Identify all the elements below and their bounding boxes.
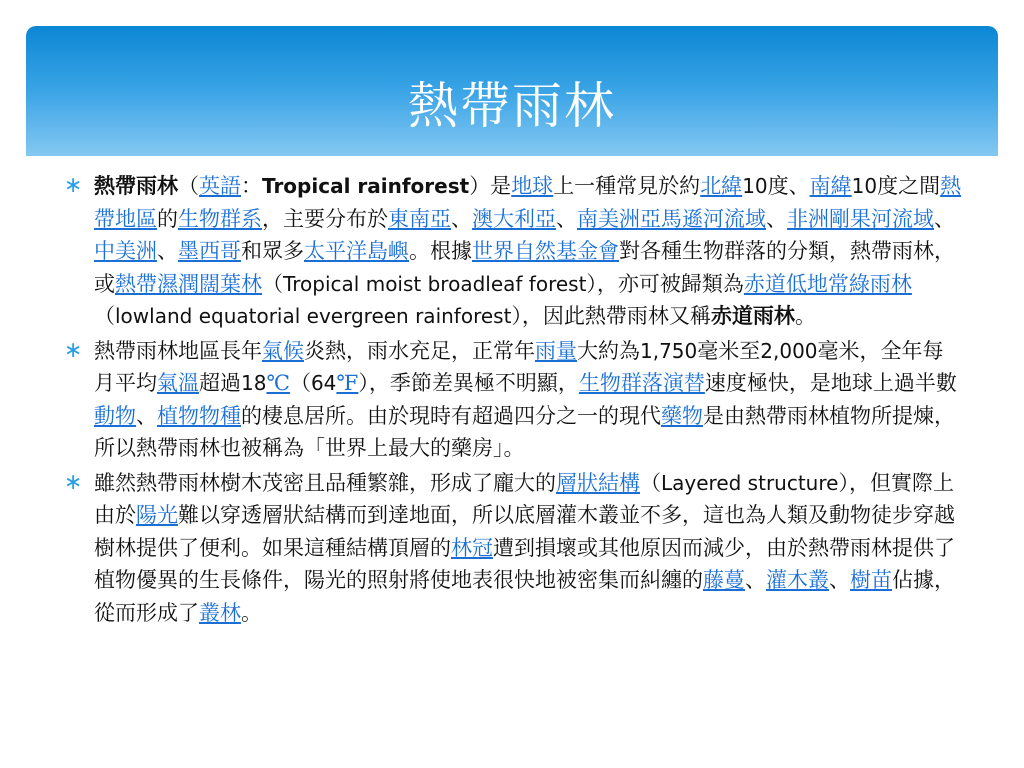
wiki-link[interactable]: 陽光 bbox=[136, 503, 178, 527]
text-run: 度之間 bbox=[877, 174, 941, 198]
text-run: 、 bbox=[934, 206, 955, 231]
text-run: 超過 bbox=[199, 371, 241, 395]
text-run: ），亦可被歸類為 bbox=[586, 271, 744, 296]
wiki-link[interactable]: 氣候 bbox=[262, 338, 304, 363]
text-run: ），季節差異極不明顯， bbox=[358, 371, 579, 395]
text-run: 毫米，全年每月平均 bbox=[94, 338, 944, 395]
text-run: Tropical moist broadleaf forest bbox=[283, 271, 587, 296]
text-run: 10 bbox=[851, 174, 878, 198]
text-run: Tropical rainforest bbox=[262, 174, 470, 198]
text-run: 、 bbox=[136, 403, 157, 428]
text-run: 對各種生物群落的分類，熱帶雨林，或 bbox=[94, 239, 955, 296]
text-run: 、 bbox=[556, 206, 577, 231]
wiki-link[interactable]: 樹苗 bbox=[850, 568, 892, 592]
wiki-link[interactable]: 北緯 bbox=[700, 174, 743, 198]
wiki-link[interactable]: 南美洲亞馬遜河流域 bbox=[577, 206, 766, 231]
wiki-link[interactable]: 赤道低地常綠雨林 bbox=[743, 271, 912, 296]
wiki-link[interactable]: 墨西哥 bbox=[178, 239, 241, 263]
text-run: 和眾多 bbox=[241, 239, 304, 263]
wiki-link[interactable]: 熱帶地區 bbox=[94, 174, 962, 231]
text-run: lowland equatorial evergreen rainforest bbox=[115, 304, 512, 328]
text-run: （ bbox=[262, 271, 283, 296]
text-run: 雖然熱帶雨林樹木茂密且品種繁雜，形成了龐大的 bbox=[94, 470, 556, 495]
text-run: 1,750 bbox=[640, 338, 698, 363]
asterisk-bullet-icon: ∗ bbox=[64, 337, 83, 363]
text-run: 度、 bbox=[767, 174, 810, 198]
text-run: ），因此熱帶雨林又稱 bbox=[511, 304, 711, 328]
text-run: 佔據，從而形成了 bbox=[94, 568, 955, 625]
wiki-link[interactable]: 植物物種 bbox=[157, 403, 241, 428]
text-run: 毫米至 bbox=[697, 338, 761, 363]
text-run: 遭到損壞或其他原因而減少，由於熱帶雨林提供了植物優異的生長條件，陽光的照射將使地表很快地被密集而糾纏的 bbox=[94, 535, 955, 592]
slide-title: 熱帶雨林 bbox=[408, 77, 616, 135]
wiki-link[interactable]: 東南亞 bbox=[388, 206, 451, 231]
wiki-link[interactable]: ℃ bbox=[266, 371, 290, 395]
text-run: 。 bbox=[794, 304, 816, 328]
wiki-link[interactable]: ℉ bbox=[336, 371, 359, 395]
wiki-link[interactable]: 雨量 bbox=[535, 338, 577, 363]
text-run: 難以穿透層狀結構而到達地面，所以底層灌木叢並不多，這也為人類及動物徒步穿越樹林提供了便利。如果這種結構頂層的 bbox=[94, 503, 955, 560]
wiki-link[interactable]: 非洲剛果河流域 bbox=[787, 206, 934, 231]
text-run: 。 bbox=[241, 600, 262, 625]
wiki-link[interactable]: 英語 bbox=[199, 174, 241, 198]
text-run: 炎熱，雨水充足，正常年 bbox=[304, 338, 535, 363]
text-run: 熱帶雨林地區長年 bbox=[94, 338, 262, 363]
text-run: （ bbox=[640, 470, 661, 495]
text-run: ： bbox=[241, 174, 262, 198]
text-run: （ bbox=[94, 304, 115, 328]
asterisk-bullet-icon: ∗ bbox=[64, 469, 83, 495]
paragraph-2 bbox=[64, 335, 964, 465]
text-run: 2,000 bbox=[760, 338, 818, 363]
text-run: 的棲息居所。由於現時有超過四分之一的現代 bbox=[241, 403, 661, 428]
wiki-link[interactable]: 藤蔓 bbox=[703, 568, 745, 592]
wiki-link[interactable]: 生物群系 bbox=[178, 206, 262, 231]
text-run: 上一種常見於約 bbox=[553, 174, 701, 198]
text-run: ，主要分布於 bbox=[262, 206, 388, 231]
wiki-link[interactable]: 地球 bbox=[511, 174, 554, 198]
text-run: 大約為 bbox=[577, 338, 640, 363]
text-run: 的 bbox=[157, 206, 178, 231]
wiki-link[interactable]: 氣溫 bbox=[157, 371, 199, 395]
wiki-link[interactable]: 南緯 bbox=[809, 174, 852, 198]
paragraph-1 bbox=[64, 170, 964, 333]
text-run: 、 bbox=[829, 568, 850, 592]
text-run: 、 bbox=[451, 206, 472, 231]
text-run: （ bbox=[289, 371, 311, 395]
wiki-link[interactable]: 藥物 bbox=[661, 403, 703, 428]
text-run: 熱帶雨林 bbox=[94, 173, 178, 198]
text-run: 、 bbox=[157, 239, 178, 263]
wiki-link[interactable]: 澳大利亞 bbox=[472, 206, 556, 231]
text-run: 10 bbox=[742, 174, 768, 198]
text-run: 64 bbox=[310, 371, 337, 395]
text-run: 。根據 bbox=[409, 239, 472, 263]
wiki-link[interactable]: 叢林 bbox=[199, 600, 241, 625]
wiki-link[interactable]: 中美洲 bbox=[94, 239, 157, 263]
asterisk-bullet-icon: ∗ bbox=[64, 173, 83, 198]
wiki-link[interactable]: 林冠 bbox=[451, 535, 493, 560]
wiki-link[interactable]: 生物群落演替 bbox=[578, 371, 705, 395]
text-run: 18 bbox=[241, 371, 267, 395]
text-run: （ bbox=[178, 174, 199, 198]
wiki-link[interactable]: 層狀結構 bbox=[556, 470, 640, 495]
text-run: 速度極快，是地球上過半數 bbox=[704, 371, 957, 395]
text-run: Layered structure bbox=[661, 470, 839, 495]
wiki-link[interactable]: 灌木叢 bbox=[766, 568, 829, 592]
text-run: 、 bbox=[766, 206, 787, 231]
wiki-link[interactable]: 熱帶濕潤闊葉林 bbox=[115, 271, 262, 296]
wiki-link[interactable]: 世界自然基金會 bbox=[472, 239, 619, 263]
text-run: ）是 bbox=[469, 174, 512, 198]
text-run: 是由熱帶雨林植物所提煉，所以熱帶雨林也被稱為「世界上最大的藥房」。 bbox=[94, 403, 955, 460]
text-run: 赤道雨林 bbox=[710, 303, 795, 328]
text-run: 、 bbox=[745, 568, 766, 592]
text-run: ），但實際上由於 bbox=[94, 470, 954, 527]
wiki-link[interactable]: 動物 bbox=[94, 403, 136, 428]
slide-content bbox=[64, 170, 964, 631]
wiki-link[interactable]: 太平洋島嶼 bbox=[304, 239, 409, 263]
paragraph-3 bbox=[64, 467, 964, 630]
